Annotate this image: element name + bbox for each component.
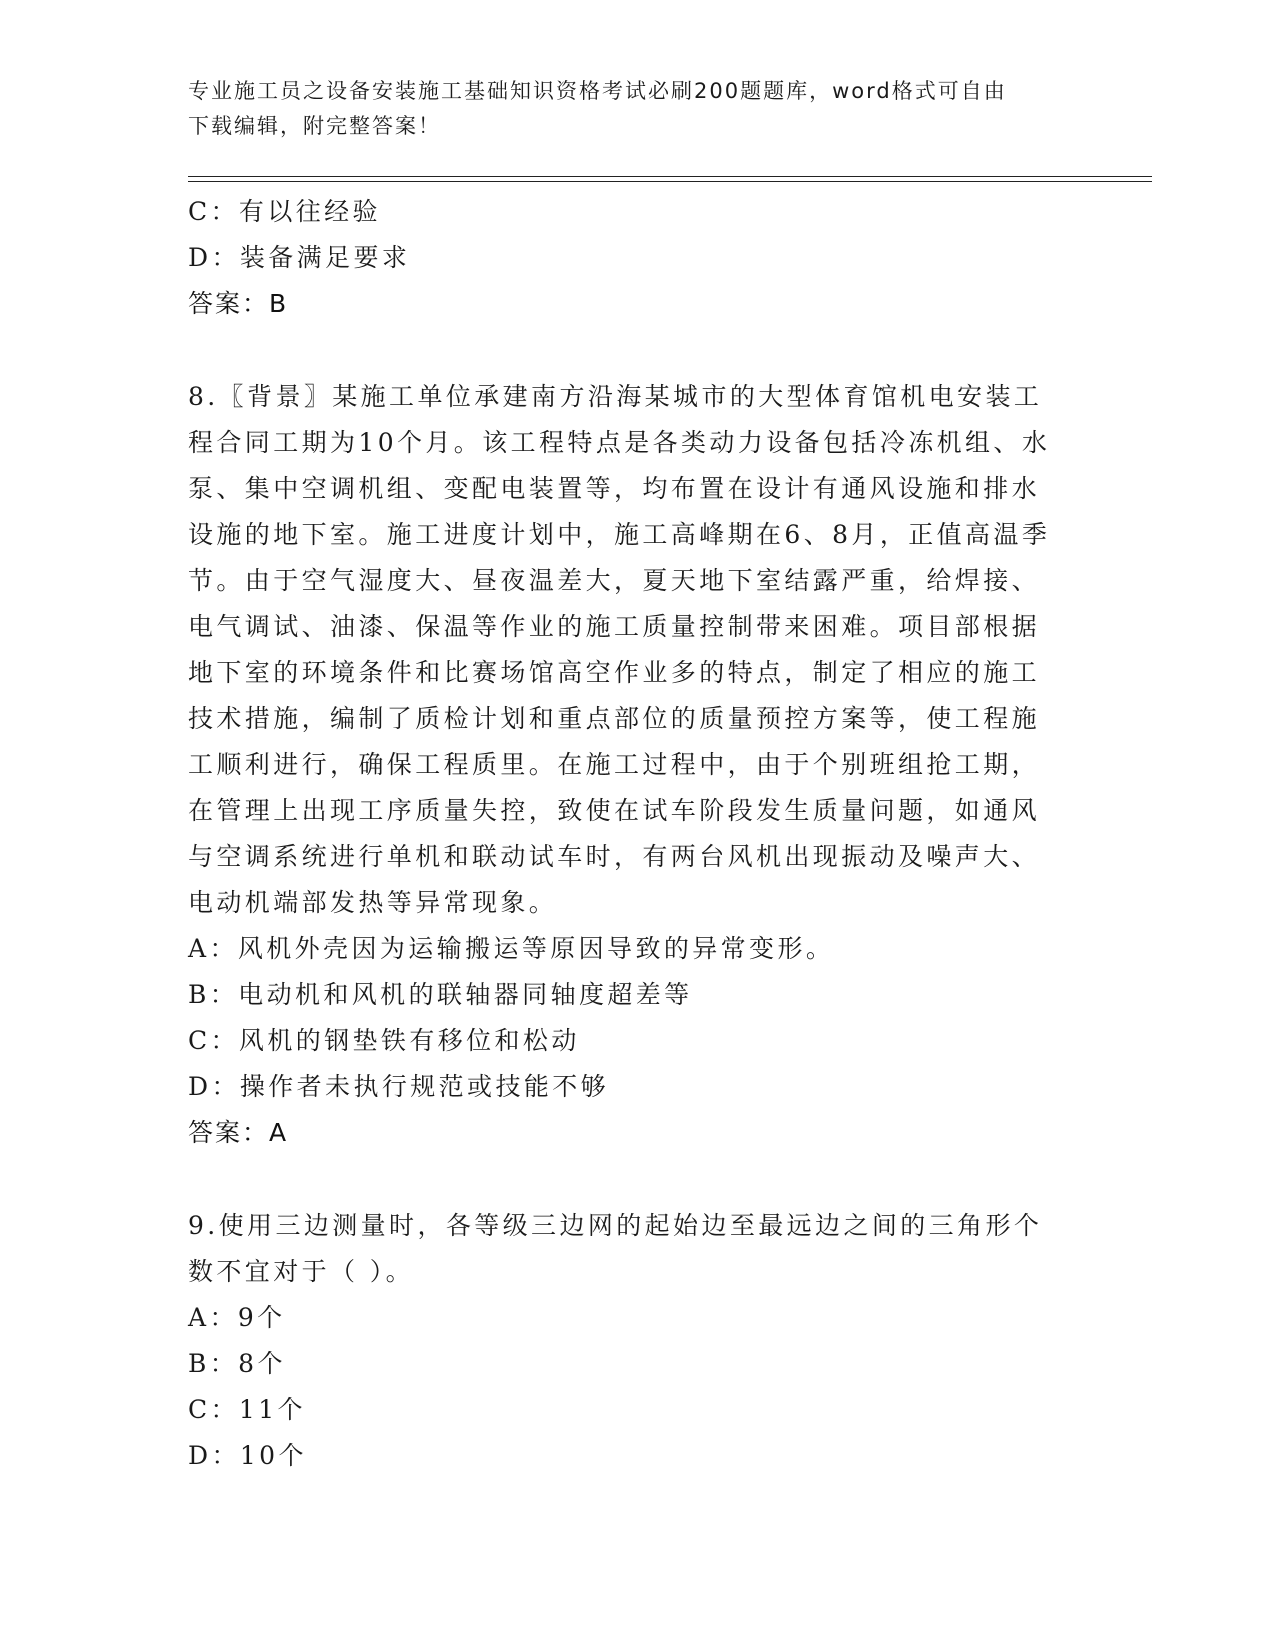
option-d: D：操作者未执行规范或技能不够 — [188, 1072, 610, 1101]
stem-line: 电气调试、油漆、保温等作业的施工质量控制带来困难。项目部根据 — [188, 612, 1041, 641]
question-9 — [188, 1203, 1088, 1479]
stem-line: 程合同工期为10个月。该工程特点是各类动力设备包括冷冻机组、水 — [188, 428, 1051, 457]
stem-line: 电动机端部发热等异常现象。 — [188, 888, 558, 917]
document-content — [188, 189, 1088, 1479]
option-a: A：风机外壳因为运输搬运等原因导致的异常变形。 — [188, 934, 835, 963]
spacer — [188, 1156, 1088, 1203]
header-rule-top — [188, 176, 1152, 177]
stem-line: 工顺利进行，确保工程质里。在施工过程中，由于个别班组抢工期， — [188, 750, 1041, 779]
question-stem — [188, 374, 1088, 926]
option-b: B：电动机和风机的联轴器同轴度超差等 — [188, 980, 693, 1009]
option-d: D：装备满足要求 — [188, 243, 411, 272]
document-header — [188, 74, 1088, 144]
stem-line: 在管理上出现工序质量失控，致使在试车阶段发生质量问题，如通风 — [188, 796, 1041, 825]
stem-line: 数不宜对于（ ）。 — [188, 1257, 415, 1286]
stem-line: 与空调系统进行单机和联动试车时，有两台风机出现振动及噪声大、 — [188, 842, 1041, 871]
header-line: 下载编辑，附完整答案！ — [188, 114, 441, 138]
stem-line: 地下室的环境条件和比赛场馆高空作业多的特点，制定了相应的施工 — [188, 658, 1041, 687]
spacer — [188, 327, 1088, 374]
previous-question-tail — [188, 189, 1088, 327]
stem-line: 节。由于空气湿度大、昼夜温差大，夏天地下室结露严重，给焊接、 — [188, 566, 1041, 595]
stem-line: 设施的地下室。施工进度计划中，施工高峰期在6、8月，正值高温季 — [188, 520, 1051, 549]
stem-line: 8.〖背景〗某施工单位承建南方沿海某城市的大型体育馆机电安装工 — [188, 382, 1043, 411]
option-d: D：10个 — [188, 1441, 307, 1470]
option-b: B：8个 — [188, 1349, 286, 1378]
stem-line: 9.使用三边测量时，各等级三边网的起始边至最远边之间的三角形个 — [188, 1211, 1043, 1240]
answer-line: 答案：B — [188, 289, 289, 318]
question-stem — [188, 1203, 1088, 1295]
option-a: A：9个 — [188, 1303, 286, 1332]
header-line: 专业施工员之设备安装施工基础知识资格考试必刷200题题库，word格式可自由 — [188, 79, 1007, 103]
option-c: C：有以往经验 — [188, 197, 381, 226]
header-rule-bottom — [188, 181, 1152, 182]
option-c: C：风机的钢垫铁有移位和松动 — [188, 1026, 580, 1055]
question-8 — [188, 374, 1088, 1156]
stem-line: 泵、集中空调机组、变配电装置等，均布置在设计有通风设施和排水 — [188, 474, 1041, 503]
stem-line: 技术措施，编制了质检计划和重点部位的质量预控方案等，使工程施 — [188, 704, 1041, 733]
answer-line: 答案：A — [188, 1118, 289, 1147]
option-c: C：11个 — [188, 1395, 306, 1424]
